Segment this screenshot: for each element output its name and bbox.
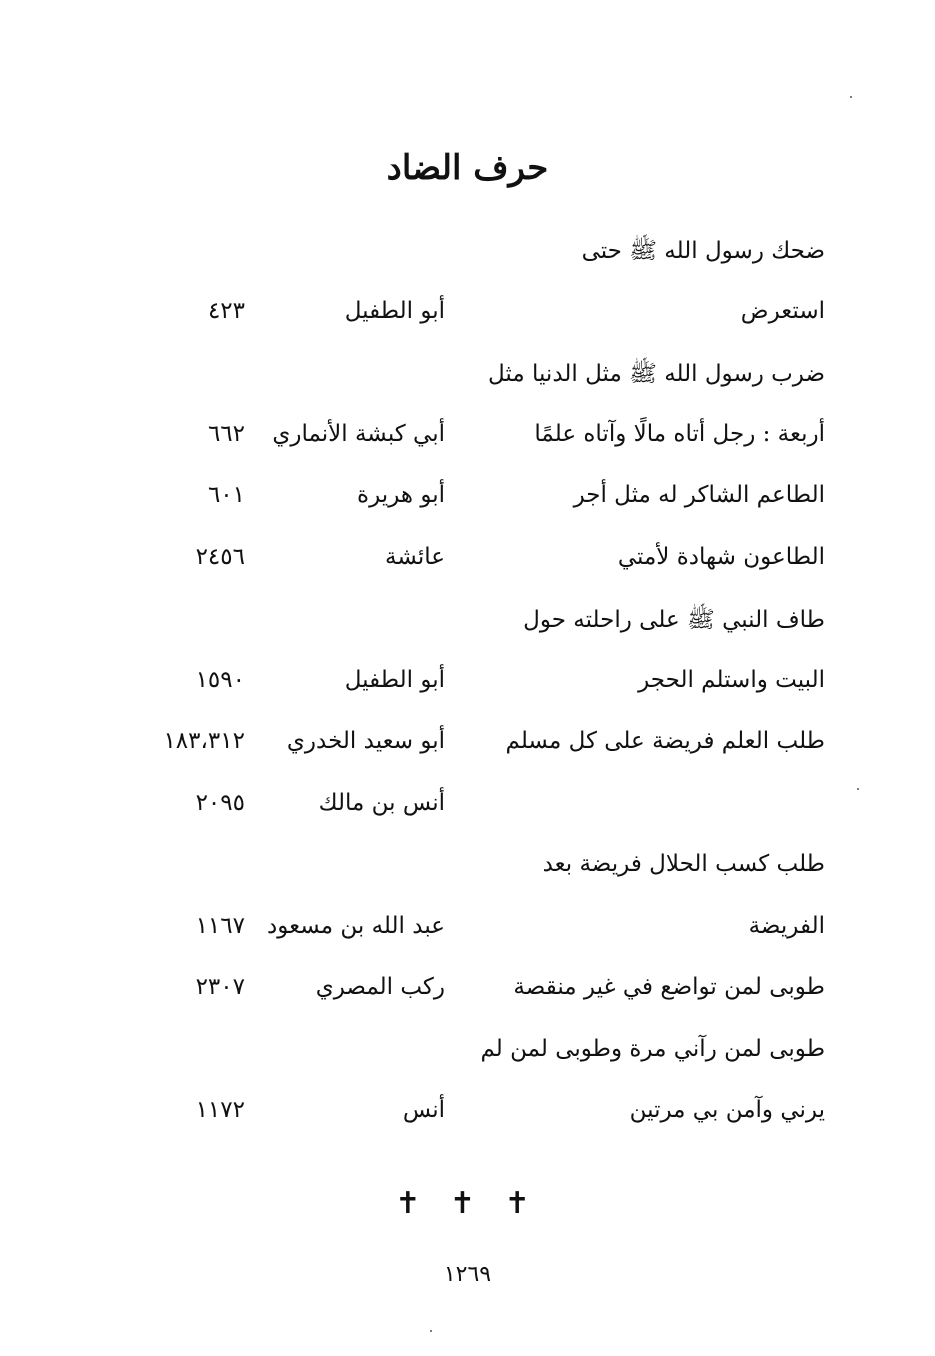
narrator-name: أبو الطفيل [344,667,445,693]
hadith-number: ٦٦٢ [207,421,245,447]
index-entry [0,1036,935,1076]
narrator-name: أنس بن مالك [318,790,445,816]
scan-speck [430,1330,432,1332]
narrator-name: أنس [402,1097,445,1123]
narrator-name: أبو الطفيل [344,298,445,324]
hadith-text: ضحك رسول الله ﷺ حتى [581,238,825,264]
hadith-text: ضرب رسول الله ﷺ مثل الدنيا مثل [487,361,825,387]
hadith-text: أربعة : رجل أتاه مالًا وآتاه علمًا [534,421,825,447]
hadith-text: يرني وآمن بي مرتين [629,1097,825,1123]
index-entry [0,544,935,584]
index-entry [0,851,935,891]
scan-speck [850,96,852,98]
narrator-name: عائشة [385,544,445,570]
hadith-text: الفريضة [748,913,825,939]
index-entry [0,236,935,276]
index-entry [0,359,935,399]
index-entry [0,974,935,1014]
narrator-name: أبو سعيد الخدري [286,728,445,754]
hadith-text: طوبى لمن تواضع في غير منقصة [513,974,825,1000]
hadith-text: استعرض [740,298,825,324]
hadith-text: طلب كسب الحلال فريضة بعد [542,851,825,877]
hadith-text: الطاعون شهادة لأمتي [617,544,825,570]
narrator-name: أبو هريرة [357,482,445,508]
hadith-number: ٤٢٣ [207,298,245,324]
hadith-number: ٢٤٥٦ [195,544,245,570]
index-entry [0,667,935,707]
index-entry [0,1097,935,1137]
index-entry [0,790,935,830]
hadith-number: ١٨٣،٣١٢ [163,728,245,754]
hadith-number: ٢٠٩٥ [195,790,245,816]
hadith-number: ١٥٩٠ [195,667,245,693]
index-entry [0,482,935,522]
scan-speck [857,788,859,790]
narrator-name: أبي كبشة الأنماري [272,421,445,447]
hadith-text: طلب العلم فريضة على كل مسلم [505,728,825,754]
page-number: ١٢٦٩ [443,1262,492,1287]
hadith-text: طوبى لمن رآني مرة وطوبى لمن لم [480,1036,825,1062]
hadith-number: ٢٣٠٧ [195,974,245,1000]
index-entry [0,728,935,768]
hadith-text: البيت واستلم الحجر [638,667,825,693]
hadith-text: طاف النبي ﷺ على راحلته حول [523,607,825,633]
hadith-number: ١١٧٢ [195,1097,245,1123]
hadith-number: ٦٠١ [207,482,245,508]
hadith-text: الطاعم الشاكر له مثل أجر [573,482,825,508]
section-title: حرف الضاد [386,148,549,188]
index-entry [0,605,935,645]
narrator-name: ركب المصري [315,974,445,1000]
ornament-divider: ✝ ✝ ✝ [395,1186,540,1221]
index-entry [0,913,935,953]
narrator-name: عبد الله بن مسعود [267,913,445,939]
index-entry [0,421,935,461]
hadith-number: ١١٦٧ [195,913,245,939]
index-entry [0,298,935,338]
